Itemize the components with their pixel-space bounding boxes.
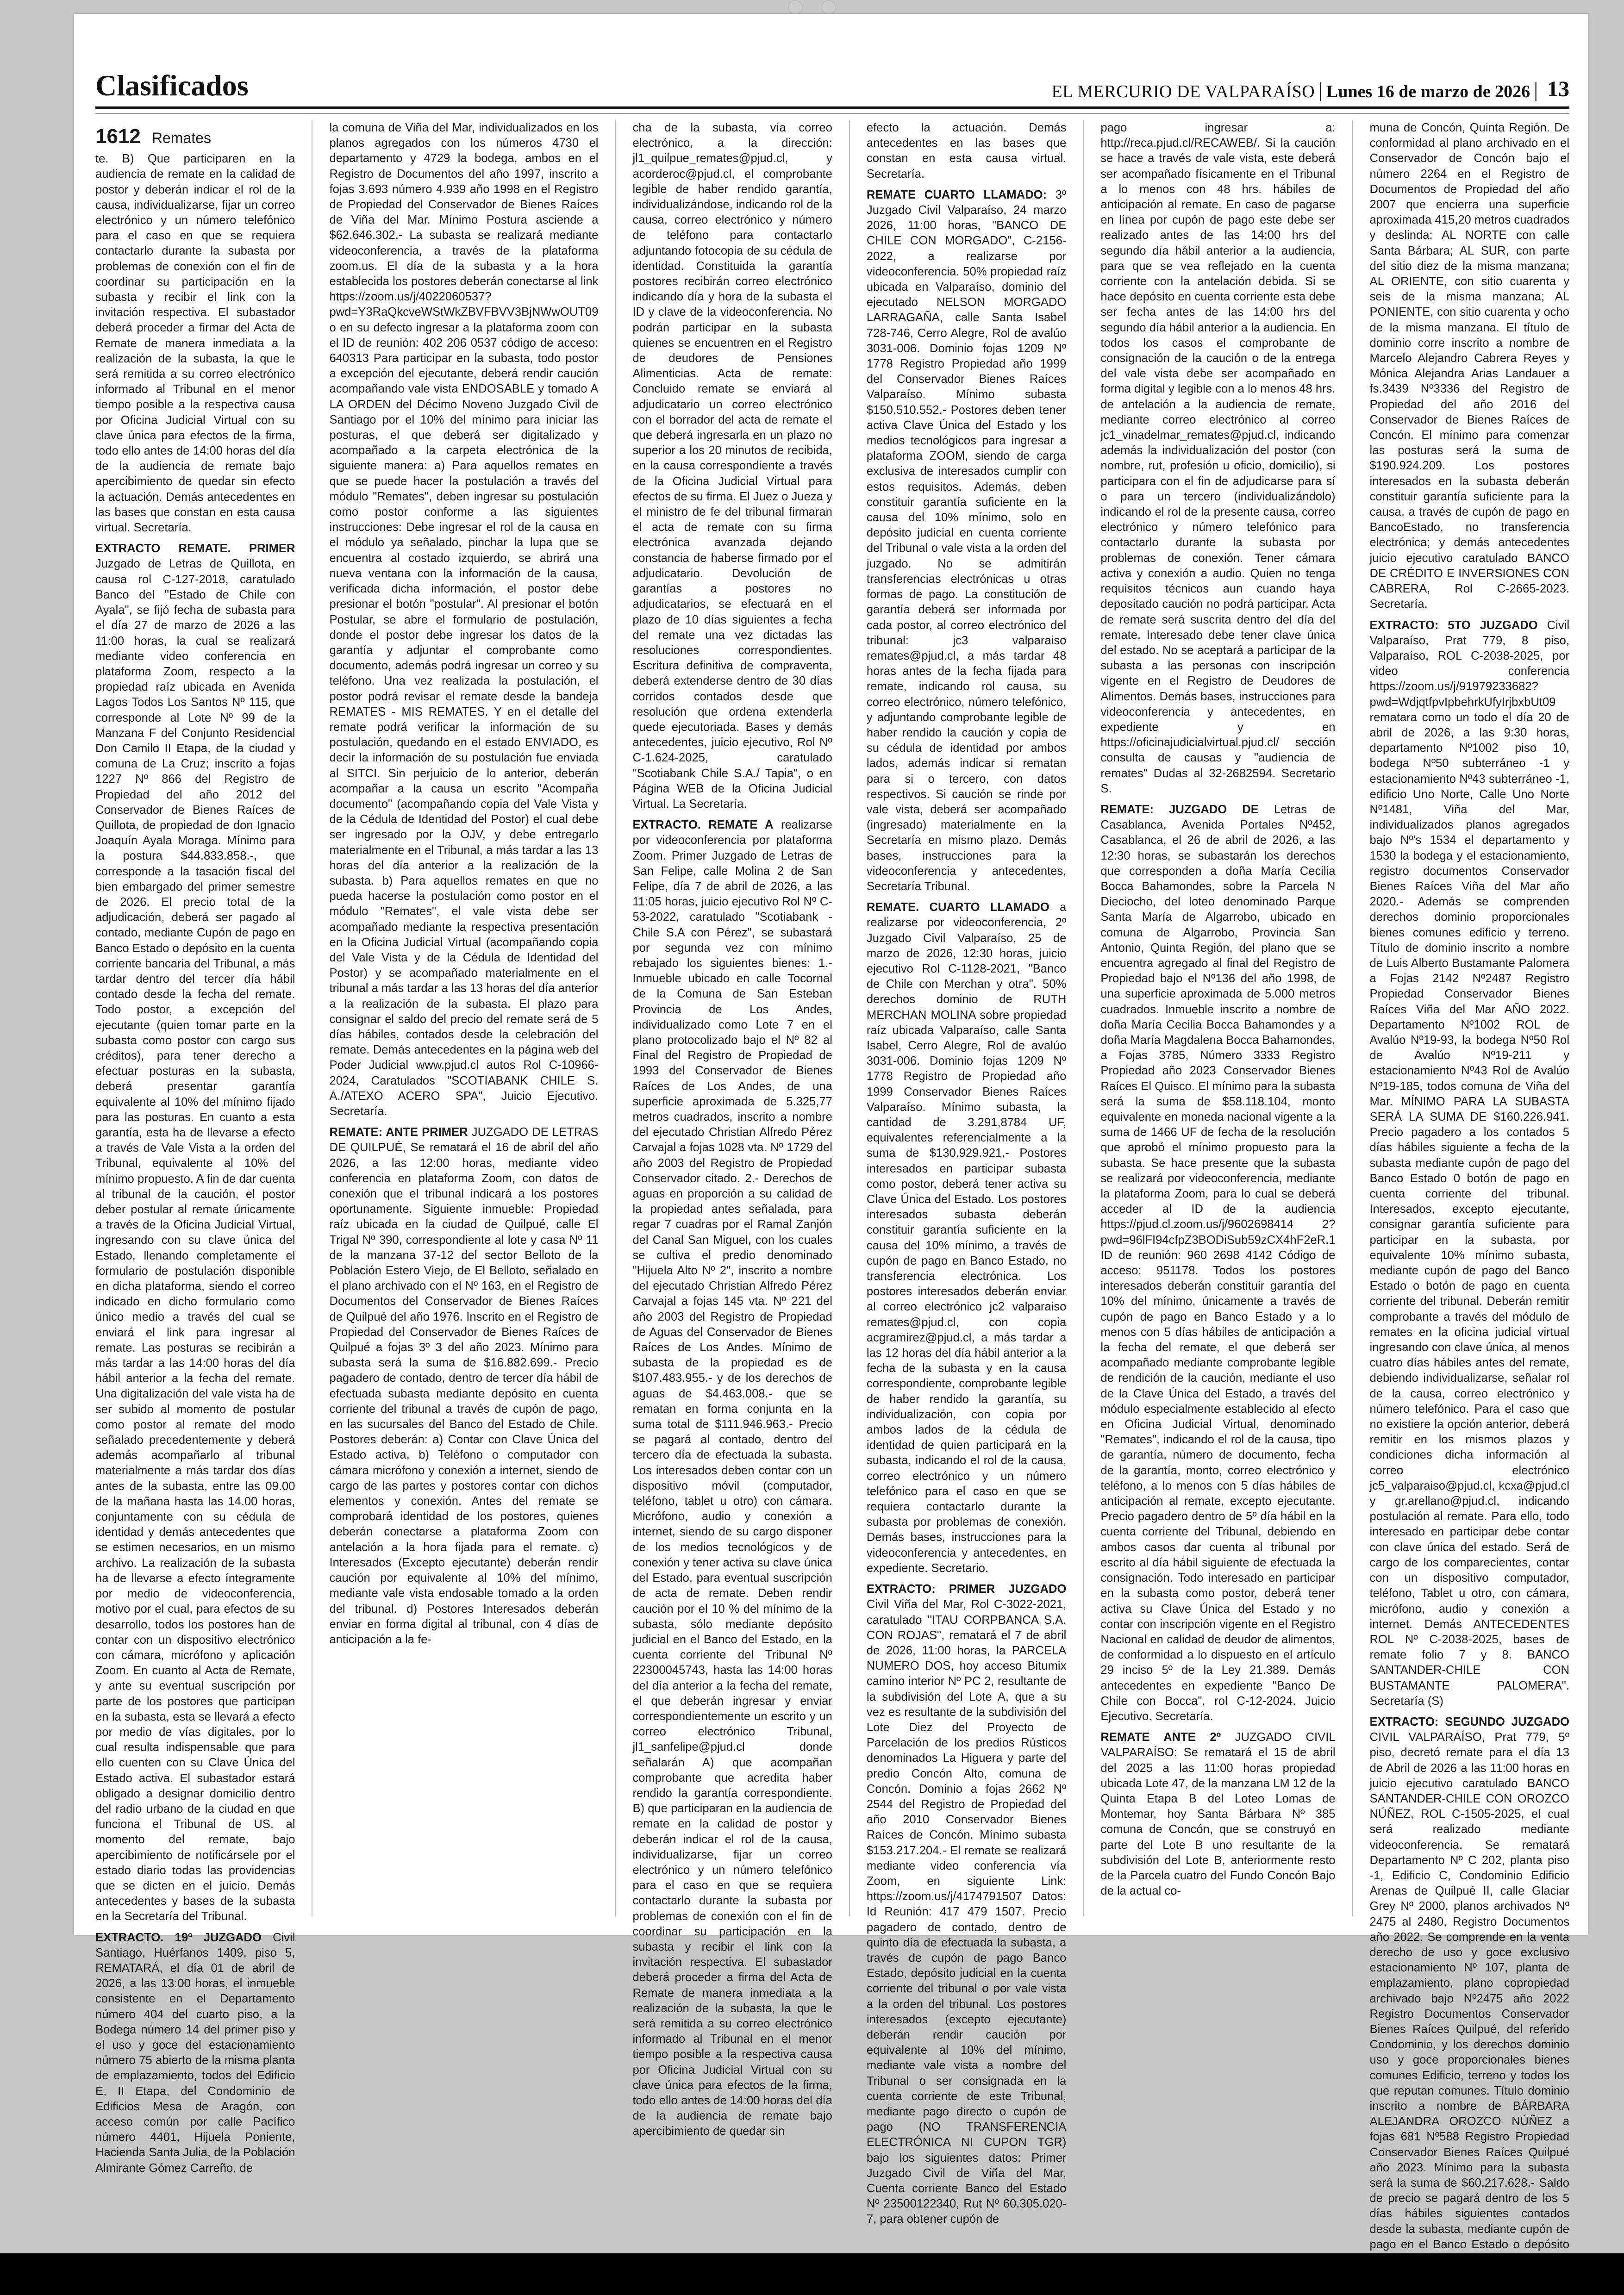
column (329, 120, 598, 1916)
classified-ad (329, 120, 598, 1119)
ad-body: Civil Santiago, Huérfanos 1409, piso 5, REMATARÁ, el día 01 de abril de 2026, a las 13:00 horas, el inmueble consistente en el Departamento número 404 del cuarto piso, a la Bodega número 14 del primer piso y el uso y goce del estacionamiento número 75 abierto de la misma planta de emplazamiento, todos del Edificio E, II Etapa, del Condominio de Edificios Mesa de Aragón, con acceso común por calle Pacífico número 4401, Hijuela Poniente, Hacienda Santa Julia, de la Población Almirante Gómez Carreño, de (95, 1931, 295, 2175)
column-divider (849, 120, 850, 1916)
previous-page-button[interactable] (788, 0, 803, 15)
ad-title: EXTRACTO: PRIMER JUZGADO (866, 1583, 1067, 1596)
classified-ad (632, 817, 832, 2139)
classified-ad (95, 541, 295, 1924)
header-separator: | (1534, 79, 1538, 101)
ad-body: a realizarse por videoconferencia, 2º Juzgado Civil Valparaíso, 25 de marzo de 2026, 12:30 horas, juicio ejecutivo Rol C-1128-2021, "Banco de Chile con Merchan y otra". 50% derechos dominio de RUTH MERCHAN MOLINA sobre propiedad raíz ubicada Valparaíso, calle Santa Isabel, Cerro Alegre, Rol de avalúo 3031-006. Dominio fojas 1209 Nº 1778 Registro de Propiedad año 1999 Conservador Bienes Raíces Valparaíso. Mínimo subasta, la cantidad de 3.291,8784 UF, equivalentes referencialmente a la suma de $130.929.921.- Postores interesados en participar subasta como postor, deberá tener activa su Clave Única del Estado. Los postores interesados subasta deberán constituir garantía suficiente en la causa del 10% mínimo, a través de cupón de pago en Banco Estado, no transferencia electrónica. Los postores interesados deberán enviar al correo electrónico jc2 valparaiso remates@pjud.cl, con copia acgramirez@pjud.cl, a más tardar a las 12 horas del día hábil anterior a la fecha de la subasta y en la causa correspondiente, comprobante legible de haber rendido la garantía, su individualización, con copia por ambos lados de la cédula de identidad de quien participará en la subasta, indicando el rol de la causa, correo electrónico y un número telefónico para el caso en que se requiera contactarlo durante la subasta por problemas de conexión. Demás bases, instrucciones para la videoconferencia y antecedentes, en expediente. Secretario. (866, 901, 1067, 1575)
column (95, 120, 295, 2175)
column-divider (1083, 120, 1084, 1916)
ad-body: la comuna de Viña del Mar, individualizados en los planos agregados con los números 4730 el departamento y 4729 la bodega, ambos en el Registro de Documentos del año 1997, inscrito a fojas 3.693 número 4.939 año 1998 en el Registro de Propiedad del Conservador de Bienes Raíces de Viña del Mar. Mínimo Postura asciende a $62.646.302.- La subasta se realizará mediante videoconferencia, a través de la plataforma zoom.us. El día de la subasta y a la hora establecida los postores deberán conectarse al link https://zoom.us/j/4022060537?pwd=Y3RaQkcveWStWkZBVFBVV3BjNWwOUT09 o en su defecto ingresar a la plataforma zoom con el ID de reunión: 402 206 0537 código de acceso: 640313 Para participar en la subasta, todo postor a excepción del ejecutante, deberá rendir caución acompañando vale vista ENDOSABLE y tomado A LA ORDEN del Décimo Noveno Juzgado Civil de Santiago por el 10% del mínimo para iniciar las posturas, el que deberá ser digitalizado y acompañado a la carpeta electrónica de la siguiente manera: a) Para aquellos remates en que se puede hacer la postulación a través del módulo "Remates", deben ingresar su postulación como postor conforme a las siguientes instrucciones: Debe ingresar el rol de la causa en el módulo ya señalado, pinchar la lupa que se encuentra al costado izquierdo, se abrirá una nueva ventana con la información de la causa, verificada dicha información, el postor debe presionar el botón "postular". Al presionar el botón Postular, se abre el formulario de postulación, donde el postor debe ingresar los datos de la garantía y adjuntar el comprobante como documento, además podrá ingresar un correo y su teléfono. Una vez realizada la postulación, el postor podrá revisar el remate desde la bandeja REMATES - MIS REMATES. Y en el detalle del remate podrá verificar la información de su postulación, quedando en el estado ENVIADO, es decir la información de su postulación fue enviada al SITCI. Sin perjuicio de lo anterior, deberán acompañar a la causa un escrito "Acompaña documento" (acompañando copia del Vale Vista y de la Cédula de Identidad del Postor) el cual debe ser ingresado por la OJV, y debe entregarlo materialmente en el Tribunal, a más tardar a las 13 horas del día anterior a la realización de la subasta. b) Para aquellos remates en que no pueda hacerse la postulación como postor en el módulo "Remates", el vale vista debe ser acompañado mediante la respectiva presentación en la Oficina Judicial Virtual (acompañando copia del Vale Vista y de la Cédula de Identidad del Postor) y se acompañado materialmente en el tribunal a más tardar a las 13 horas del día anterior a la realización de la subasta. El plazo para consignar el saldo del precio del remate será de 5 días hábiles, contados desde la celebración del remate. Demás antecedentes en la página web del Poder Judicial www.pjud.cl autos Rol C-10966-2024, Caratulados "SCOTIABANK CHILE S. A./ATEXO ACERO SPA", Juicio Ejecutivo. Secretaría. (329, 121, 599, 1118)
ad-title: REMATE: ANTE PRIMER (329, 1126, 468, 1139)
ad-body: JUZGADO DE LETRAS DE QUILPUÉ, Se rematará el 16 de abril del año 2026, a las 12:00 horas, mediante video conferencia en plataforma Zoom, con datos de conexión que el tribunal indicará a los postores oportunamente. Siguiente inmueble: Propiedad raíz ubicada en la ciudad de Quilpué, calle El Trigal Nº 390, correspondiente al lote y casa Nº 11 de la manzana 37-12 del sector Belloto de la Población Estero Viejo, de El Belloto, señalado en el plano archivado con el Nº 163, en el Registro de Documentos del Conservador de Bienes Raíces de Quilpué del año 1976. Inscrito en el Registro de Propiedad del Conservador de Bienes Raíces de Quilpué a fojas 3º 3 del año 2023. Mínimo para subasta será la suma de $16.882.699.- Precio pagadero de contado, dentro de tercer día hábil de efectuada subasta mediante depósito en cuenta corriente del tribunal a través de cupón de pago, en las sucursales del Banco del Estado de Chile. Postores deberán: a) Contar con Clave Única del Estado activa, b) Teléfono o computador con cámara micrófono y conexión a internet, siendo de cargo de las partes y postores contar con dichos elementos y conexión. Antes del remate se comprobará identidad de los postores, quienes deberán conectarse a plataforma Zoom con antelación a la hora fijada para el remate. c) Interesados (Excepto ejecutante) deberán rendir caución por equivalente al 10% del mínimo, mediante vale vista endosable tomado a la orden del tribunal. d) Postores Interesados deberán enviar en forma digital al tribunal, con 4 días de anticipación a la fe- (329, 1126, 599, 1646)
classified-ad (867, 900, 1066, 1576)
classified-ad (1370, 120, 1569, 612)
classified-ad (95, 1930, 295, 2176)
viewer-bottom-bar (0, 2253, 1624, 2295)
column-divider (1352, 120, 1353, 1916)
classified-ad (867, 187, 1066, 894)
ad-body: realizarse por videoconferencia por plataforma Zoom. Primer Juzgado de Letras de San Felipe, calle Molina 2 de San Felipe, día 7 de abril de 2026, a las 11:05 horas, juicio ejecutivo Rol Nº C-53-2022, caratulado "Scotiabank - Chile S.A con Pérez", se subastará por segunda vez con mínimo rebajado los siguientes bienes: 1.- Inmueble ubicado en calle Tocornal de la Comuna de San Esteban Provincia de Los Andes, individualizado como Lote 7 en el plano protocolizado bajo el Nº 82 al Final del Registro de Propiedad de 1993 del Conservador de Bienes Raíces de Los Andes, de una superficie aproximada de 5.325,77 metros cuadrados, inscrito a nombre del ejecutado Christian Alfredo Pérez Carvajal a fojas 1028 vta. Nº 1729 del año 2003 del Registro de Propiedad Conservador citado. 2.- Derechos de aguas en proporción a su calidad de la propiedad antes señalada, para regar 7 cuadras por el Ramal Zanjón del Canal San Miguel, con los cuales se cultiva el predio denominado "Hijuela Alto Nº 2", inscrito a nombre del ejecutado Christian Alfredo Pérez Carvajal a fojas 145 vta. Nº 221 del año 2003 del Registro de Propiedad de Aguas del Conservador de Bienes Raíces de Los Andes. Mínimo de subasta de la propiedad es de $107.483.955.- y de los derechos de aguas de $4.463.008.- que se rematan en forma conjunta en la suma total de $111.946.963.- Precio se pagará al contado, dentro del tercero día de efectuada la subasta. Los interesados deben contar con un dispositivo móvil (computador, teléfono, tablet u otro) con cámara. Micrófono, audio y conexión a internet, siendo de su cargo disponer de los medios tecnológicos y de conexión y tener activa su clave única del Estado, para eventual suscripción de acta de remate. Deben rendir caución por el 10 % del mínimo de la subasta, sólo mediante depósito judicial en el Banco del Estado, en la cuenta corriente del Tribunal Nº 22300045743, hasta las 14:00 horas del día anterior a la fecha del remate, el que deberán ingresar y enviar correspondientemente un escrito y un correo electrónico Tribunal, jl1_sanfelipe@pjud.cl donde señalarán A) que acompañan comprobante que acredita haber rendido la garantía correspondiente. B) que participaran en la audiencia de remate en la calidad de postor y deberán indicar el rol de la causa, individualizarse, fijar un correo electrónico y un número telefónico para el caso en que se requiera contactarlo durante la subasta por problemas de conexión con el fin de coordinar su participación en la subasta y recibir el link con la invitación respectiva. El subastador deberá proceder a firma del Acta de Remate de manera inmediata a la realización de la subasta, la que le será remitida a su correo electrónico informado al Tribunal en el menor tiempo posible a la respectiva causa por Oficina Judicial Virtual con su clave única para efectos de la firma, todo ello antes de 14:00 horas del día de la audiencia de remate bajo apercibimiento de quedar sin (632, 818, 832, 2138)
issue-date: Lunes 16 de marzo de 2026 (1326, 82, 1530, 101)
ad-body: CIVIL VALPARAÍSO, Prat 779, 5º piso, decretó remate para el día 13 de Abril de 2026 a las 11:00 horas en juicio ejecutivo caratulado BANCO SANTANDER-CHILE CON OROZCO NÚÑEZ, ROL C-1505-2025, el cual será realizado mediante videoconferencia. Se rematará Departamento Nº C 202, planta piso -1, Edificio C, Condominio Edificio Arenas de Quilpué II, calle Glaciar Grey Nº 2000, planos archivados Nº 2475 al 2480, Registro Documentos año 2022. Se comprende en la venta derecho de uso y goce exclusivo estacionamiento Nº 107, planta de emplazamiento, plano copropiedad archivado bajo Nº2475 año 2022 Registro Documentos Conservador Bienes Raíces Quilpué, del referido Condominio, y los derechos dominio uso y goce proporcionales bienes comunes Edificio, terreno y todos los que reputan comunes. Título dominio inscrito a nombre de BÁRBARA ALEJANDRA OROZCO NÚÑEZ a fojas 681 Nº588 Registro Propiedad Conservador Bienes Raíces Quilpué año 2023. Mínimo para la subasta será la suma de $60.217.628.- Saldo de precio se pagará dentro de los 5 días hábiles siguientes contados desde la subasta, mediante cupón de pago en el Banco Estado o depósito (1369, 1731, 1570, 2251)
classified-ad (1370, 1715, 1569, 2268)
classified-ad (1100, 802, 1335, 1724)
classified-ad (1370, 618, 1569, 1709)
ad-body: Juzgado de Letras de Quillota, en causa rol C-127-2018, caratulado Banco del "Estado de Chile con Ayala", se fijó fecha de subasta para el día 27 de marzo de 2026 a las 11:00 horas, la cual se realizará mediante video conferencia en plataforma Zoom, respecto a la propiedad raíz ubicada en Avenida Lagos Todos Los Santos Nº 115, que corresponde al Lote Nº 99 de la Manzana F del Conjunto Residencial Don Camilo II Etapa, de la ciudad y comuna de La Cruz; inscrito a fojas 1227 Nº 866 del Registro de Propiedad del año 2012 del Conservador de Bienes Raíces de Quillota, de propiedad de don Ignacio Joaquín Ayala Moraga. Mínimo para la postura $44.833.858.-, que corresponde a la tasación fiscal del bien embargado del primer semestre de 2026. El precio total de la adjudicación, deberá ser pagado al contado, mediante Cupón de pago en Banco Estado o depósito en la cuenta corriente bancaria del Tribunal, a más tardar dentro del tercer día hábil contado desde la fecha del remate. Todo postor, a excepción del ejecutante (quien tomar parte en la subasta como postor con cargo sus créditos), para tener derecho a efectuar posturas en la subasta, deberá presentar garantía equivalente al 10% del mínimo fijado para las posturas. En cuanto a esta garantía, esta ha de llevarse a efecto a través de Vale Vista a la orden del Tribunal, equivalente al 10% del mínimo propuesto. A fin de dar cuenta al tribunal de la caución, el postor deber postular al remate únicamente a través de la Oficina Judicial Virtual, ingresando con su clave única del Estado, llenando completamente el formulario de postulación disponible en dicha plataforma, siendo el correo indicado en dicho formulario como único medio a través del cual se enviará el link para ingresar al remate. Las posturas se recibirán a más tardar a las 14:00 horas del día hábil anterior a la fecha del remate. Una digitalización del vale vista ha de ser subido al momento de postular como postor al remate del modo señalado precedentemente y deberá además acompañarlo al tribunal materialmente a más tardar dos días antes de la subasta, entre las 09.00 de la mañana hasta las 14.00 horas, conjuntamente con su cédula de identidad y demás antecedentes que se estimen necesarios, en un mismo archivo. La realización de la subasta ha de llevarse a efecto íntegramente por medio de videoconferencia, motivo por el cual, para efectos de su desarrollo, todos los postores han de contar con un dispositivo electrónico con cámara, micrófono y aplicación Zoom. En cuanto al Acta de Remate, y ante su eventual suscripción por parte de los postores que participan en la subasta, esta se llevará a efecto por medio de vías digitales, por lo cual resulta indispensable que para ello cuenten con su Clave Única del Estado activa. El subastador estará obligado a designar domicilio dentro del radio urbano de la ciudad en que funciona el Tribunal de US. al momento del remate, bajo apercibimiento de notificársele por el estado diario todas las providencias que se dicten en el juicio. Demás antecedentes y bases de la subasta en la Secretaría del Tribunal. (95, 557, 295, 1923)
header-separator: | (1318, 79, 1323, 101)
ad-body: muna de Concón, Quinta Región. De conformidad al plano archivado en el Conservador de Concón bajo el número 2264 en el Registro de Documentos de Propiedad del año 2007 que encierra una superficie aproximada 415,20 metros cuadrados y deslinda: AL NORTE con calle Santa Bárbara; AL SUR, con parte del sitio diez de la misma manzana; AL ORIENTE, con sitio cuarenta y seis de la misma manzana; AL PONIENTE, con sitio cuarenta y ocho de la misma manzana. El título de dominio corre inscrito a nombre de Marcelo Alejandro Cabrera Reyes y Mónica Alejandra Arias Landauer a fs.3439 Nº3336 del Registro de Propiedad del año 2016 del Conservador de Bienes Raíces de Concón. El mínimo para comenzar las posturas será la suma de $190.924.209. Los postores interesados en la subasta deberán constituir garantía suficiente para la causa, a través de cupón de pago en BancoEstado, no transferencia electrónica; y demás antecedentes juicio ejecutivo caratulado BANCO DE CRÉDITO E INVERSIONES CON CABRERA, Rol C-2665-2023. Secretaría. (1369, 121, 1570, 611)
ad-title: EXTRACTO. 19º JUZGADO (95, 1931, 262, 1944)
ad-body: Letras de Casablanca, Avenida Portales Nº452, Casablanca, el 26 de abril de 2026, a las 12:30 horas, se subastarán los derechos que corresponden a doña María Cecilia Bocca Bahamondes, sobre la Parcela N Dieciocho, del loteo denominado Parque Santa María de Algarrobo, ubicado en comuna de Algarrobo, Provincia San Antonio, Quinta Región, del plano que se encuentra agregado al final del Registro de Propiedad bajo el Nº136 del año 1998, de una superficie aproximada de 5.000 metros cuadrados. Inmueble inscrito a nombre de doña María Cecilia Bocca Bahamondes y a doña María Magdalena Bocca Bahamondes, a Fojas 3785, Número 3333 Registro Propiedad año 2023 Conservador Bienes Raíces El Quisco. El mínimo para la subasta será la suma de $58.118.104, monto equivalente en moneda nacional vigente a la suma de 1466 UF de fecha de la resolución que aprobó el mínimo propuesto para la subasta. Se hace presente que la subasta se realizará por videoconferencia, mediante la plataforma Zoom, para lo cual se deberá acceder al ID de la audiencia https://pjud.cl.zoom.us/j/9602698414 2? pwd=96lFI94cfpZ3BODiSub59zCX4hF2eR.1 ID de reunión: 960 2698 4142 Código de acceso: 951178. Todos los postores interesados deberán constituir garantía del 10% del mínimo, únicamente a través de cupón de pago en Banco Estado y a lo menos con 5 días hábiles de anticipación a la fecha del remate, el que deberá ser acompañado mediante comprobante legible de rendición de la caución, mediante el uso de la Clave Única del Estado, a través del módulo especialmente establecido al efecto en Oficina Judicial Virtual, denominado "Remates", indicando el rol de la causa, tipo de garantía, número de documento, fecha de la garantía, monto, correo electrónico y teléfono, a lo menos con 5 días hábiles de anticipación al remate, excepto ejecutante. Precio pagadero dentro de 5º día hábil en la cuenta corriente del Tribunal, debiendo en ambos casos dar cuenta al tribunal por escrito al día hábil siguiente de efectuada la consignación. Todo interesado en participar en la subasta como postor, deberá tener activa su Clave Única del Estado y no contar con inscripción vigente en el Registro Nacional en calidad de deudor de alimentos, de conformidad a lo dispuesto en el artículo 29 inciso 5º de la Ley 21.389. Demás antecedentes en expediente "Banco De Chile con Bocca", rol C-12-2024. Juicio Ejecutivo. Secretaría. (1100, 803, 1336, 1723)
newspaper-page (74, 14, 1588, 2251)
classified-ad (1100, 120, 1335, 797)
ad-title: REMATE: JUZGADO DE (1100, 803, 1259, 816)
newspaper-name: EL MERCURIO DE VALPARAÍSO (1051, 82, 1315, 101)
page-navigation (787, 0, 837, 14)
ad-body: pago ingresar a: http://reca.pjud.cl/RECAWEB/. Si la caución se hace a través de vale vista, este deberá ser acompañado físicamente en el Tribunal a lo menos con 48 hrs. hábiles de anticipación al remate. En caso de pagarse en línea por cupón de pago este debe ser realizado antes de las 14:00 hrs del segundo día hábil anterior a la audiencia, para que se vea reflejado en la cuenta corriente con la antelación debida. Si se hace depósito en cuenta corriente esta debe ser fecha antes de las 14:00 hrs del segundo día hábil anterior a la audiencia. En todos los casos el comprobante de consignación de la caución o de la entrega del vale vista debe ser acompañado en forma digital y legible con a lo menos 48 hrs. de antelación a la audiencia de remate, mediante correo electrónico al correo jc1_vinadelmar_remates@pjud.cl, indicando además la individualización del postor (con nombre, rut, profesión u oficio, domicilio), si participara con el fin de adjudicarse para sí o para un tercero (individualizándolo) indicando el rol de la presente causa, correo electrónico y número telefónico para contactarlo durante la subasta por problemas de conexión. Tener cámara activa y conexión a audio. Quien no tenga requisitos técnicos aun cuando haya depositado caución no podrá participar. Acta de remate será suscrita dentro del día del remate. Interesado debe tener clave única del estado. No se aceptará a participar de la subasta a las personas con inscripción vigente en el Registro de Deudores de Alimentos. Demás bases, instrucciones para videoconferencia y antecedentes, en expediente y en https://oficinajudicialvirtual.pjud.cl/ sección consulta de causas y "audiencia de remates" Dudas al 32-2682594. Secretario S. (1100, 121, 1336, 795)
category-heading (95, 125, 295, 148)
column (1369, 120, 1570, 2251)
classified-ad (632, 120, 832, 812)
column-divider (615, 120, 616, 1916)
ad-body: te. B) Que participaren en la audiencia de remate en la calidad de postor y deberán indicar el rol de la causa, individualizarse, fijar un correo electrónico y un número telefónico para el caso en que se requiera contactarlo durante la subasta por problemas de conexión con el fin de coordinar su participación en la subasta y recibir el link con la invitación respectiva. El subastador deberá proceder a firmar del Acta de Remate de manera inmediata a la realización de la subasta, la que le será remitida a su correo electrónico informado al Tribunal en el menor tiempo posible a la respectiva causa por Oficina Judicial Virtual con su clave única para efectos de la firma, todo ello antes de 14:00 horas del día de la audiencia de remate bajo apercibimiento de quedar sin efecto la actuación. Demás antecedentes en las bases que constan en esta causa virtual. Secretaría. (95, 152, 295, 535)
ad-body: Civil Viña del Mar, Rol C-3022-2021, caratulado "ITAU CORPBANCA S.A. CON ROJAS", rematará el 7 de abril de 2026, 11:00 horas, la PARCELA NUMERO DOS, hoy acceso Bitumix camino interior Nº PC 2, resultante de la subdivisión del Lote A, que a su vez es resultante de la subdivisión del Lote Diez del Proyecto de Parcelación de los predios Rústicos denominados La Higuera y parte del predio Concón Alto, comuna de Concón. Dominio a fojas 2662 Nº 2544 del Registro de Propiedad del año 2010 Conservador Bienes Raíces de Concón. Mínimo subasta $153.217.204.- El remate se realizará mediante video conferencia vía Zoom, en siguiente Link: https://zoom.us/j/4174791507 Datos: Id Reunión: 417 479 1507. Precio pagadero de contado, dentro de quinto día de efectuada la subasta, a través de cupón de pago Banco Estado, depósito judicial en la cuenta corriente del tribunal o por vale vista a la orden del tribunal. Los postores interesados (excepto ejecutante) deberán rendir caución por equivalente al 10% del mínimo, mediante vale vista a nombre del Tribunal o ser consignada en la cuenta corriente de este Tribunal, mediante pago directo o cupón de pago (NO TRANSFERENCIA ELECTRÓNICA NI CUPON TGR) bajo los siguientes datos: Primer Juzgado Civil de Viña del Mar, Cuenta corriente Banco del Estado Nº 23500122340, Rut Nº 60.305.020-7, para obtener cupón de (866, 1598, 1067, 2226)
classified-ad (1100, 1730, 1335, 1899)
ad-title: REMATE ANTE 2º (1100, 1731, 1221, 1744)
column (632, 120, 832, 2138)
ad-body: 3º Juzgado Civil Valparaíso, 24 marzo 2026, 11:00 horas, "BANCO DE CHILE CON MORGADO", C-2156-2022, a realizarse por videoconferencia. 50% propiedad raíz ubicada en Valparaíso, dominio del ejecutado NELSON MORGADO LARRAGAÑA, calle Santa Isabel 728-746, Cerro Alegre, Rol de avalúo 3031-006. Dominio fojas 1209 Nº 1778 Registro Propiedad año 1999 del Conservador Bienes Raíces Valparaíso. Mínimo subasta $150.510.552.- Postores deben tener activa Clave Única del Estado y los medios tecnológicos para ingresar a plataforma ZOOM, siendo de carga exclusiva de interesados cumplir con estos requisitos. Además, deben constituir garantía suficiente en la causa del 10% mínimo, solo en depósito judicial en cuenta corriente del Tribunal o vale vista a la orden del juzgado. No se admitirán transferencias electrónicas u otras formas de pago. La constitución de garantía deberá ser informada por cada postor, al correo electrónico del tribunal: jc3 valparaiso remates@pjud.cl, a más tardar 48 horas antes de la fecha fijada para remate, indicando rol causa, su correo electrónico, número telefónico, y adjuntando comprobante legible de haber rendido la caución y copia de su cédula de identidad por ambos lados, además indicar si rematan para si o tercero, con datos respectivos. Si caución se rinde por vale vista, deberá ser acompañado (ingresado) materialmente en la Secretaría en mismo plazo. Demás bases, instrucciones para la videoconferencia y antecedentes, Secretaría Tribunal. (866, 188, 1067, 893)
ad-body: JUZGADO CIVIL VALPARAÍSO: Se rematará el 15 de abril del 2025 a las 11:00 horas propiedad ubicada Lote 47, de la manzana LM 12 de la Quinta Etapa B del Loteo Lomas de Montemar, hoy Santa Bárbara Nº 385 comuna de Concón, que se construyó en parte del Lote B uno resultante de la subdivisión del Lote B, anteriormente resto de la Parcela cuatro del Fundo Concón Bajo de la actual co- (1100, 1731, 1336, 1898)
ad-title: REMATE. CUARTO LLAMADO (866, 901, 1049, 914)
classified-ad (867, 120, 1066, 182)
ad-title: REMATE CUARTO LLAMADO: (866, 188, 1047, 201)
page-number: 13 (1547, 77, 1569, 101)
classified-ad (867, 1582, 1066, 2227)
ad-title: EXTRACTO: SEGUNDO JUZGADO (1369, 1715, 1570, 1728)
classifieds-columns (95, 120, 1570, 2251)
classified-ad (329, 1125, 598, 1647)
masthead (1051, 76, 1569, 106)
category-name: Remates (151, 130, 211, 146)
page-header (95, 60, 1569, 109)
header-rule (95, 113, 1569, 114)
classified-ad (95, 151, 295, 536)
ad-title: EXTRACTO REMATE. PRIMER (95, 542, 295, 555)
column (1100, 120, 1335, 1916)
ad-body: Civil Valparaíso, Prat 779, 8 piso, Valparaíso, ROL C-2038-2025, por video conferencia https://zoom.us/j/91979233682?pwd=WdjqtfpvIpbehrkUfyIrjbxbUt09 rematara como un todo el día 20 de abril de 2026, a las 9:30 horas, departamento Nº1002 piso 10, bodega Nº50 subterráneo -1 y estacionamiento Nº43 subterráneo -1, edificio Uno Norte, Calle Uno Norte Nº1481, Viña del Mar, individualizados planos agregados bajo Nº's 1534 el departamento y 1530 la bodega y el estacionamiento, registro documentos Conservador Bienes Raíces Viña del Mar año 2020.- Además se comprenden derechos dominio proporcionales bienes comunes edificio y terreno. Título de dominio inscrito a nombre de Luis Alberto Bustamante Palomera a Fojas 2142 Nº2487 Registro Propiedad Conservador Bienes Raíces Viña del Mar AÑO 2022. Departamento Nº1002 ROL de Avalúo Nº19-93, la bodega Nº50 Rol de Avalúo Nº19-211 y estacionamiento Nº43 Rol de Avalúo Nº19-185, todos comuna de Viña del Mar. MÍNIMO PARA LA SUBASTA SERÁ LA SUMA DE $160.226.941. Precio pagadero a los contados 5 días hábiles siguiente a fecha de la subasta mediante cupón de pago del Banco Estado 0 botón de pago en cuenta corriente del tribunal. Interesados, excepto ejecutante, consignar garantía suficiente para participar en la subasta, por equivalente 10% mínimo subasta, mediante cupón de pago del Banco Estado o botón de pago en cuenta corriente del tribunal. Deberán remitir comprobante a través del módulo de remates en la oficina judicial virtual ingresando con clave única, al menos cuatro días hábiles antes del remate, debiendo individualizarse, señalar rol de la causa, correo electrónico y número telefónico. Para el caso que no existiere la opción anterior, deberá remitir en los mismos plazos y condiciones dicha información al correo electrónico jc5_valparaiso@pjud.cl, kcxa@pjud.cl y gr.arellano@pjud.cl, indicando postulación al remate. Para ello, todo interesado en participar debe contar con clave única del estado. Será de cargo de los comparecientes, contar con un dispositivo computador, teléfono, Tablet u otro, con cámara, micrófono, audio y conexión a internet. Demás ANTECEDENTES ROL Nº C-2038-2025, bases de remate folio 7 y 8. BANCO SANTANDER-CHILE CON BUSTAMANTE PALOMERA". Secretaría (S) (1369, 618, 1570, 1708)
category-code: 1612 (95, 125, 141, 148)
column (866, 120, 1067, 2226)
ad-title: EXTRACTO. REMATE A (632, 818, 774, 832)
section-title: Clasificados (95, 69, 249, 102)
ad-body: efecto la actuación. Demás antecedentes en las bases que constan en esta causa virtual. Secretaría. (866, 121, 1067, 181)
ad-title: EXTRACTO: 5TO JUZGADO (1369, 618, 1538, 632)
ad-body: cha de la subasta, vía correo electrónico, a la dirección: jl1_quilpue_remates@pjud.cl, y acorderoc@pjud.cl, el comprobante legible de haber rendido garantía, individualizándose, indicando rol de la causa, correo electrónico y número de teléfono para contactarlo adjuntando fotocopia de su cédula de identidad. Constituida la garantía postores recibirán correo electrónico indicando día y hora de la subasta el ID y clave de la videoconferencia. No podrán participar en la subasta quienes se encuentren en el Registro de deudores de Pensiones Alimenticias. Acta de remate: Concluido remate se enviará al adjudicatario un correo electrónico con el borrador del acta de remate el que deberá ingresarla en un plazo no superior a los 20 minutos de recibida, en la causa correspondiente a través de la Oficina Judicial Virtual para efectos de su firma. El Juez o Jueza y el ministro de fe del tribunal firmaran el acta de remate con su firma electrónica avanzada dejando constancia de haberse firmado por el adjudicatario. Devolución de garantías a postores no adjudicatarios, se efectuará en el plazo de 10 días siguientes a fecha del remate una vez dictadas las resoluciones correspondientes. Escritura definitiva de compraventa, deberá extenderse dentro de 30 días corridos contados desde que resolución que ordena extenderla quede ejecutoriada. Bases y demás antecedentes, juicio ejecutivo, Rol Nº C-1.624-2025, caratulado "Scotiabank Chile S.A./ Tapia", o en Página WEB de la Oficina Judicial Virtual. La Secretaría. (632, 121, 832, 811)
next-page-button[interactable] (821, 0, 836, 15)
